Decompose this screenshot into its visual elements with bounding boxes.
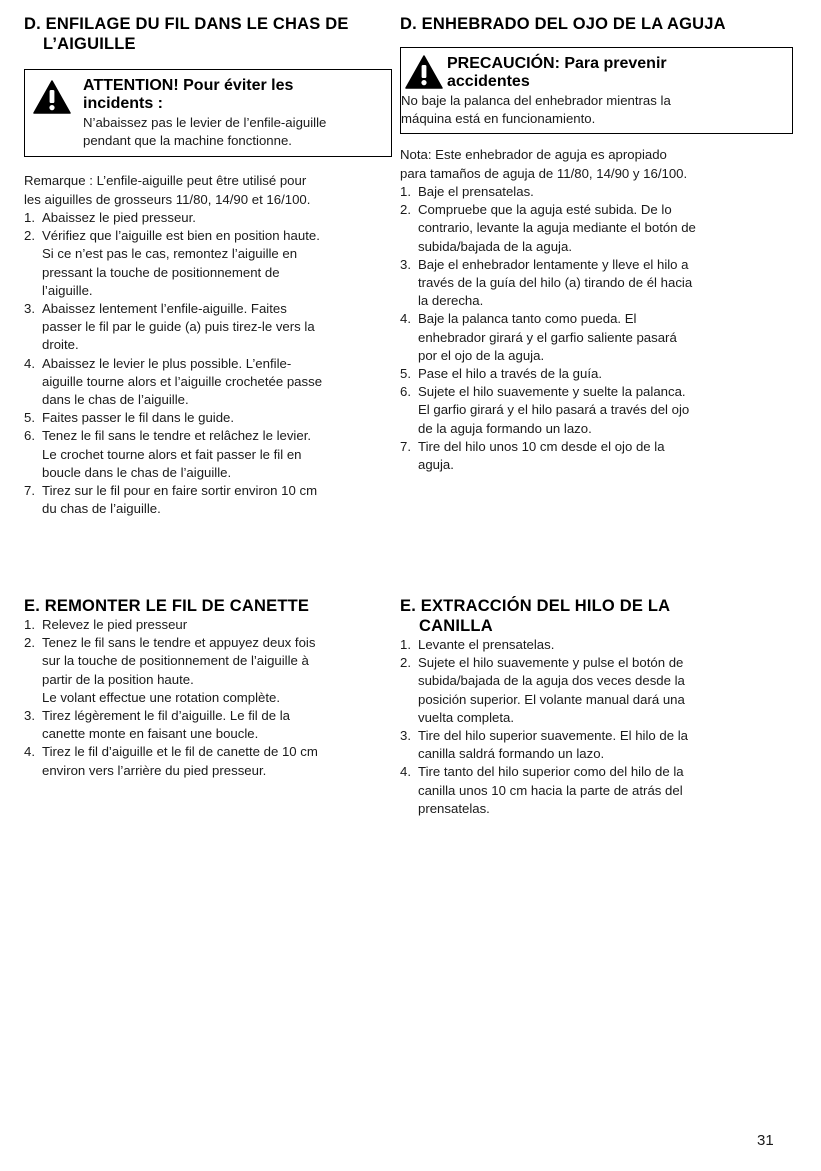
step-text-line: canilla unos 10 cm hacia la parte de atrás del — [418, 782, 683, 798]
title-line-2: L’AIGUILLE — [43, 35, 136, 53]
step-text-line: prensatelas. — [418, 800, 490, 816]
section-es-e — [400, 596, 790, 818]
warning-box — [400, 47, 793, 134]
page-number: 31 — [757, 1132, 774, 1149]
title-line-1: D. ENHEBRADO DEL OJO DE LA AGUJA — [400, 15, 726, 33]
step-text-line: subida/bajada de la aguja. — [418, 238, 572, 254]
step-number: 4. — [24, 744, 35, 760]
list-item — [400, 383, 790, 438]
step-number: 6. — [400, 384, 411, 400]
section-title — [400, 596, 790, 636]
step-text-line: Tire del hilo unos 10 cm desde el ojo de la — [418, 438, 665, 454]
warning-title-line: accidentes — [447, 73, 530, 90]
step-number: 1. — [400, 637, 411, 652]
step-number: 2. — [24, 635, 35, 651]
step-text-line: Tenez le fil sans le tendre et relâchez le levier. — [42, 428, 312, 444]
step-text-line: canette monte en faisant une boucle. — [42, 726, 259, 742]
step-number: 5. — [400, 366, 411, 382]
step-text-line: Tirez sur le fil pour en faire sortir environ 10 cm — [42, 483, 318, 499]
step-text-line: partir de la position haute. — [42, 671, 194, 687]
steps-list — [24, 209, 394, 518]
step-text-line: passer le fil par le guide (a) puis tirez-le vers la — [42, 319, 315, 335]
step-text-line: Le volant effectue une rotation complète. — [42, 689, 281, 705]
step-text-line: subida/bajada de la aguja dos veces desde la — [418, 673, 685, 689]
list-item — [400, 727, 790, 763]
step-number: 2. — [400, 655, 411, 671]
title-line-1: D. ENFILAGE DU FIL DANS LE CHAS DE — [24, 15, 349, 33]
step-text-line: través de la guía del hilo (a) tirando de él hacia — [418, 275, 693, 291]
list-item — [400, 310, 790, 365]
list-item — [400, 201, 790, 256]
step-number: 3. — [24, 301, 35, 317]
step-text-line: Compruebe que la aguja esté subida. De lo — [418, 202, 672, 218]
section-title — [24, 596, 394, 616]
list-item — [400, 438, 790, 474]
step-text-line: Vérifiez que l’aiguille est bien en position haute. — [42, 228, 320, 244]
step-text-line: El garfio girará y el hilo pasará a través del ojo — [418, 402, 690, 418]
step-number: 7. — [24, 483, 35, 499]
step-number: 3. — [400, 256, 411, 272]
list-item — [400, 763, 790, 818]
step-text-line: Tirez le fil d’aiguille et le fil de canette de 10 cm — [42, 744, 318, 760]
step-number: 5. — [24, 410, 35, 426]
step-number: 4. — [400, 764, 411, 780]
steps-list — [24, 616, 394, 780]
step-text-line: Faites passer le fil dans le guide. — [42, 410, 235, 426]
list-item — [24, 300, 394, 355]
step-text-line: sur la touche de positionnement de l’aiguille à — [42, 653, 309, 669]
list-item — [400, 636, 790, 654]
title-line-1: E. EXTRACCIÓN DEL HILO DE LA — [400, 597, 671, 615]
warning-title-line: ATTENTION! Pour éviter les — [83, 77, 294, 94]
section-fr-d — [24, 14, 394, 518]
section-title — [400, 14, 790, 34]
step-text-line: Baje el prensatelas. — [418, 184, 534, 199]
warning-title — [33, 77, 385, 113]
steps-list — [400, 183, 790, 474]
step-text-line: Relevez le pied presseur — [42, 617, 188, 632]
step-text-line: enhebrador girará y el garfio saliente pasará — [418, 329, 677, 345]
step-text-line: Pase el hilo a través de la guía. — [418, 366, 603, 382]
steps-list — [400, 636, 790, 818]
warning-title — [401, 55, 786, 91]
list-item — [400, 256, 790, 311]
step-text-line: Tire del hilo superior suavemente. El hilo de la — [418, 728, 688, 744]
warning-body-line: N’abaissez pas le levier de l’enfile-aiguille — [83, 115, 327, 130]
note-line: les aiguilles de grosseurs 11/80, 14/90 et 16/100. — [24, 192, 311, 207]
step-text-line: Tenez le fil sans le tendre et appuyez deux fois — [42, 635, 316, 651]
step-number: 1. — [400, 184, 411, 199]
list-item — [400, 365, 790, 383]
list-item — [24, 634, 394, 707]
step-text-line: Tirez légèrement le fil d’aiguille. Le fil de la — [42, 708, 290, 724]
warning-box — [24, 69, 392, 157]
note — [24, 171, 394, 209]
step-text-line: l’aiguille. — [42, 282, 93, 298]
warning-title-line: PRECAUCIÓN: Para prevenir — [447, 55, 667, 72]
step-number: 4. — [400, 311, 411, 327]
warning-body — [401, 91, 786, 128]
step-text-line: droite. — [42, 337, 79, 353]
step-text-line: aguja. — [418, 457, 454, 473]
title-line-1: E. REMONTER LE FIL DE CANETTE — [24, 597, 310, 615]
step-text-line: contrario, levante la aguja mediante el botón de — [418, 220, 696, 236]
warning-title-line: incidents : — [83, 95, 164, 112]
note-line: Nota: Este enhebrador de aguja es apropiado — [400, 147, 667, 162]
step-text-line: dans le chas de l’aiguille. — [42, 392, 189, 408]
step-text-line: Baje el enhebrador lentamente y lleve el hilo a — [418, 256, 689, 272]
step-number: 2. — [400, 202, 411, 218]
step-text-line: Abaissez lentement l’enfile-aiguille. Faites — [42, 301, 287, 317]
list-item — [24, 227, 394, 300]
list-item — [400, 183, 790, 201]
note — [400, 145, 790, 183]
step-text-line: de la aguja formando un lazo. — [418, 420, 592, 436]
step-text-line: por el ojo de la aguja. — [418, 347, 545, 363]
step-number: 6. — [24, 428, 35, 444]
list-item — [24, 743, 394, 779]
list-item — [24, 482, 394, 518]
list-item — [24, 707, 394, 743]
section-fr-e — [24, 596, 394, 780]
note-line: para tamaños de aguja de 11/80, 14/90 y 16/100. — [400, 166, 688, 181]
list-item — [24, 209, 394, 227]
list-item — [24, 616, 394, 634]
warning-triangle-icon — [33, 80, 71, 119]
step-number: 1. — [24, 617, 35, 632]
step-number: 7. — [400, 438, 411, 454]
step-text-line: aiguille tourne alors et l’aiguille crochetée passe — [42, 373, 323, 389]
step-text-line: Sujete el hilo suavemente y pulse el botón de — [418, 655, 684, 671]
step-number: 4. — [24, 355, 35, 371]
section-es-d — [400, 14, 790, 474]
list-item — [24, 427, 394, 482]
title-line-2: CANILLA — [419, 617, 493, 635]
list-item — [400, 654, 790, 727]
step-text-line: canilla saldrá formando un lazo. — [418, 746, 605, 762]
step-text-line: Abaissez le levier le plus possible. L’enfile- — [42, 355, 292, 371]
step-text-line: du chas de l’aiguille. — [42, 501, 161, 517]
step-text-line: Si ce n’est pas le cas, remontez l’aiguille en — [42, 246, 298, 262]
step-text-line: Tire tanto del hilo superior como del hilo de la — [418, 764, 684, 780]
step-text-line: Sujete el hilo suavemente y suelte la palanca. — [418, 384, 686, 400]
warning-body — [33, 113, 385, 150]
step-number: 3. — [24, 708, 35, 724]
warning-triangle-icon — [405, 55, 443, 94]
note-line: Remarque : L’enfile-aiguille peut être utilisé pour — [24, 173, 307, 188]
step-text-line: pressant la touche de positionnement de — [42, 264, 280, 280]
step-number: 2. — [24, 228, 35, 244]
step-text-line: Levante el prensatelas. — [418, 637, 555, 652]
section-title — [24, 14, 394, 54]
step-number: 3. — [400, 728, 411, 744]
step-text-line: Abaissez le pied presseur. — [42, 210, 196, 225]
step-text-line: environ vers l’arrière du pied presseur. — [42, 762, 267, 778]
warning-body-line: pendant que la machine fonctionne. — [83, 133, 292, 148]
step-text-line: Le crochet tourne alors et fait passer le fil en — [42, 446, 302, 462]
step-number: 1. — [24, 210, 35, 225]
warning-body-line: máquina está en funcionamiento. — [401, 111, 596, 126]
step-text-line: posición superior. El volante manual dará una — [418, 691, 685, 707]
warning-body-line: No baje la palanca del enhebrador mientras la — [401, 93, 671, 108]
step-text-line: vuelta completa. — [418, 709, 515, 725]
step-text-line: boucle dans le chas de l’aiguille. — [42, 464, 232, 480]
list-item — [24, 409, 394, 427]
step-text-line: Baje la palanca tanto como pueda. El — [418, 311, 637, 327]
step-text-line: la derecha. — [418, 293, 484, 309]
list-item — [24, 355, 394, 410]
